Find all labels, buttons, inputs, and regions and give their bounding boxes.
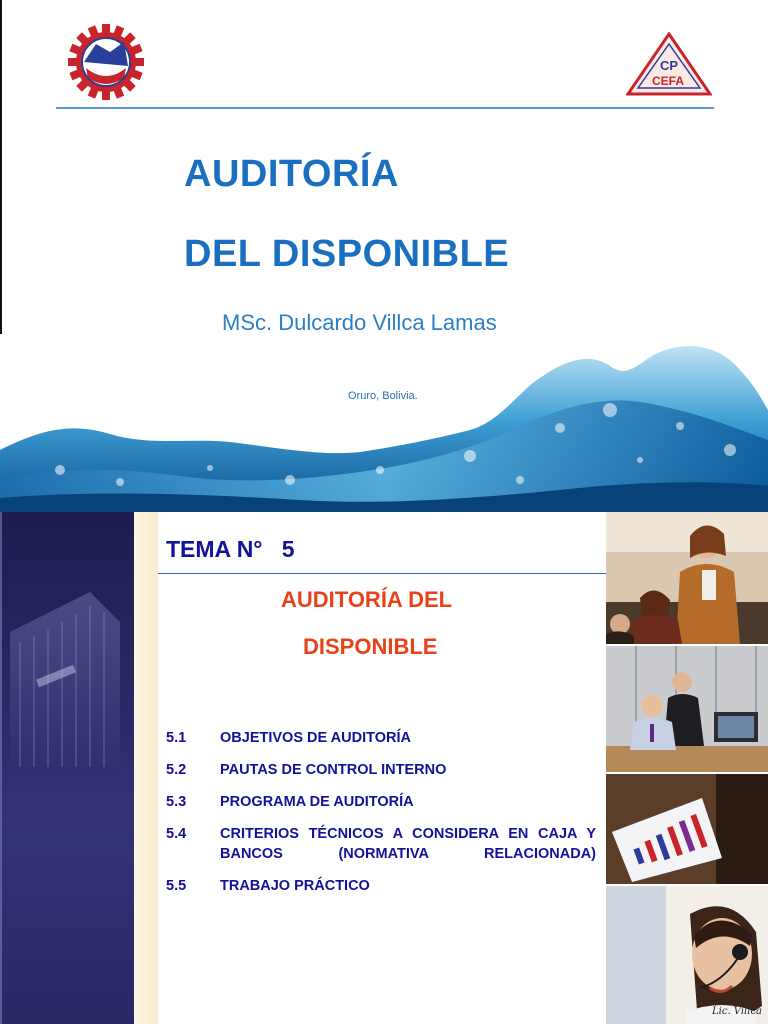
topic-heading xyxy=(166,536,294,563)
list-item-number: 5.4 xyxy=(166,826,187,842)
list-item-number: 5.3 xyxy=(166,794,187,810)
university-gear-emblem-icon xyxy=(66,22,146,102)
list-item-number: 5.2 xyxy=(166,762,187,778)
logo-caption: CEFA xyxy=(652,74,685,88)
list-item xyxy=(166,876,596,896)
water-splash-image xyxy=(0,330,768,512)
slide-title-line-2: DEL DISPONIBLE xyxy=(184,233,510,275)
list-item xyxy=(166,792,596,812)
header-divider xyxy=(56,107,714,109)
slide-title-line-1: AUDITORÍA xyxy=(184,153,399,195)
topic-subtitle-line-1: AUDITORÍA DEL xyxy=(281,587,453,612)
photo-column xyxy=(606,512,768,1024)
list-item xyxy=(166,824,596,864)
building-side-image xyxy=(0,512,134,1024)
cream-strip xyxy=(134,512,158,1024)
list-item-text: OBJETIVOS DE AUDITORÍA xyxy=(220,730,411,746)
headset-operator-photo xyxy=(606,886,768,1024)
list-item-text: CRITERIOS TÉCNICOS A CONSIDERA EN CAJA Y BANCOS (NORMATIVA RELACIONADA) xyxy=(220,826,596,862)
location-label: Oruro, Bolivia. xyxy=(348,390,418,402)
list-item-number: 5.1 xyxy=(166,730,187,746)
business-meeting-photo xyxy=(606,646,768,772)
list-item xyxy=(166,728,596,748)
list-item-text: TRABAJO PRÁCTICO xyxy=(220,878,370,894)
office-team-photo xyxy=(606,512,768,644)
list-item-number: 5.5 xyxy=(166,878,187,894)
list-item-text: PAUTAS DE CONTROL INTERNO xyxy=(220,762,447,778)
topic-divider xyxy=(158,573,606,574)
triangle-accounting-emblem-icon xyxy=(626,32,712,96)
signature: Lic. Villca xyxy=(712,1006,762,1017)
list-item xyxy=(166,760,596,780)
topic-subtitle-line-2: DISPONIBLE xyxy=(303,634,438,659)
logo-letters: CP xyxy=(660,58,679,73)
author-name: MSc. Dulcardo Villca Lamas xyxy=(222,310,497,335)
bar-chart-photo xyxy=(606,774,768,884)
topic-slide xyxy=(0,512,768,1024)
list-item-text: PROGRAMA DE AUDITORÍA xyxy=(220,794,414,810)
topic-label: TEMA N° xyxy=(166,536,263,562)
slide-border xyxy=(0,0,2,334)
topic-number: 5 xyxy=(281,536,295,562)
table-of-contents xyxy=(166,728,596,908)
